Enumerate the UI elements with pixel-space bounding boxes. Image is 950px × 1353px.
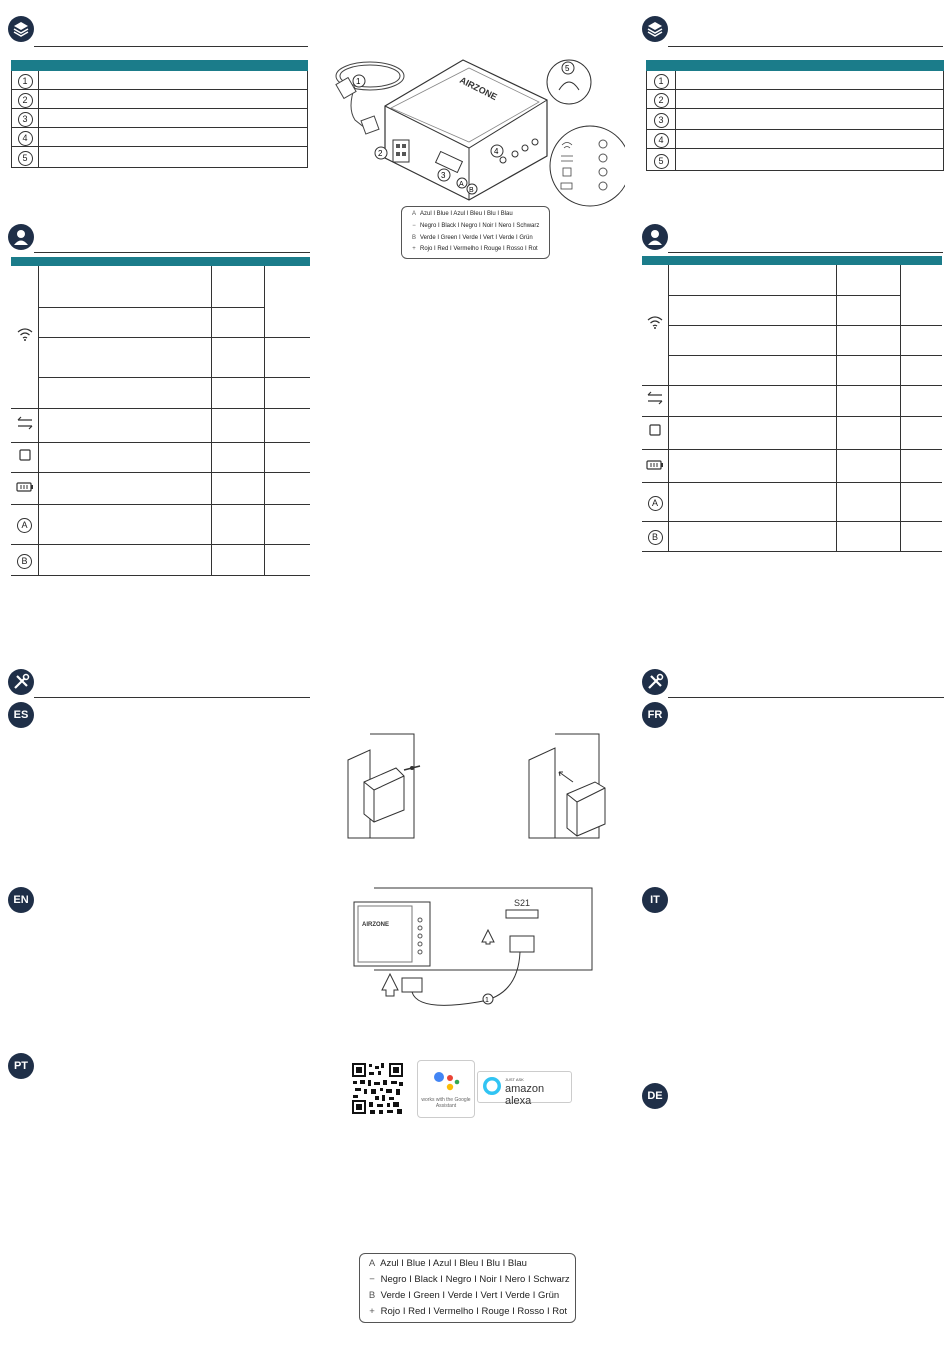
language-badge-fr: FR [642,702,668,728]
callout-a-icon: A [648,496,663,511]
legend-symbol: A [411,211,416,217]
wifi-icon [647,315,663,329]
callout-label: 2 [378,149,383,158]
legend-text: Verde I Green I Verde I Vert I Verde I Grün [420,235,533,241]
legend-text: Rojo I Red I Vermelho I Rouge I Rosso I Rot [420,246,538,252]
legend-symbol: + [369,1306,375,1317]
qr-code [351,1062,404,1115]
s21-connection-diagram [348,882,600,1022]
device-brand: AIRZONE [458,74,499,103]
wall-mount-diagram-left [340,730,430,840]
legend-symbol: − [412,223,416,229]
chip-icon [648,423,662,437]
alexa-small-text: JUST ASK [505,1077,524,1082]
callout-b-icon: B [648,530,663,545]
user-icon [8,224,34,250]
part-number: 2 [18,93,33,108]
callout-label: B [469,187,474,194]
amazon-alexa-badge [477,1071,572,1107]
led-table [11,257,310,576]
battery-icon [16,482,34,492]
chip-icon [18,448,32,462]
language-badge-pt: PT [8,1053,34,1079]
legend-symbol: − [369,1274,375,1285]
device-diagram [325,48,625,208]
alexa-text: amazon alexa [505,1083,545,1107]
language-badge-en: EN [8,887,34,913]
device-brand: AIRZONE [362,922,389,928]
tools-icon [8,669,34,695]
legend-text: Verde I Green I Verde I Vert I Verde I Grün [380,1290,560,1301]
led-table [642,256,942,552]
callout-label: 1 [356,77,361,86]
transfer-icon [16,416,34,430]
google-assistant-badge [417,1060,475,1118]
part-number: 3 [654,113,669,128]
callout-label: 1 [485,997,489,1004]
google-assistant-icon [431,1069,461,1095]
language-badge-es: ES [8,702,34,728]
legend-symbol: B [411,235,416,241]
legend-text: Negro I Black I Negro I Noir I Nero I Schwarz [380,1274,570,1285]
callout-a-icon: A [17,518,32,533]
wifi-icon [17,327,33,341]
alexa-icon [482,1076,502,1096]
section-rule [668,252,943,253]
part-number: 3 [18,112,33,127]
layers-icon [642,16,668,42]
callout-label: 3 [441,171,446,180]
legend-text: Rojo I Red I Vermelho I Rouge I Rosso I Rot [380,1306,568,1317]
callout-label: 4 [494,147,499,156]
legend-text: Negro I Black I Negro I Noir I Nero I Schwarz [420,223,540,229]
legend-symbol: + [412,246,416,252]
section-rule [34,697,310,698]
callout-label: A [459,181,464,188]
transfer-icon [646,391,664,405]
section-rule [34,252,310,253]
part-number: 4 [18,131,33,146]
tools-icon [642,669,668,695]
components-table [11,60,308,168]
section-rule [668,46,943,47]
google-assistant-text: works with the Google Assistant [421,1097,471,1109]
legend-symbol: B [368,1290,376,1301]
part-number: 1 [18,74,33,89]
part-number: 1 [654,74,669,89]
wire-color-legend-large [359,1253,576,1323]
callout-label: 5 [565,64,570,73]
language-badge-it: IT [642,887,668,913]
section-rule [668,697,944,698]
wall-mount-diagram-right [525,730,615,840]
section-rule [34,46,308,47]
legend-symbol: A [368,1258,376,1269]
legend-text: Azul I Blue I Azul I Bleu I Blu I Blau [420,211,513,217]
layers-icon [8,16,34,42]
part-number: 4 [654,133,669,148]
part-number: 5 [654,154,669,169]
language-badge-de: DE [642,1083,668,1109]
wire-color-legend [401,206,550,259]
components-table [646,60,944,171]
user-icon [642,224,668,250]
legend-text: Azul I Blue I Azul I Bleu I Blu I Blau [380,1258,527,1269]
battery-icon [646,460,664,470]
part-number: 5 [18,151,33,166]
part-number: 2 [654,93,669,108]
connector-label: S21 [514,898,531,908]
callout-b-icon: B [17,554,32,569]
